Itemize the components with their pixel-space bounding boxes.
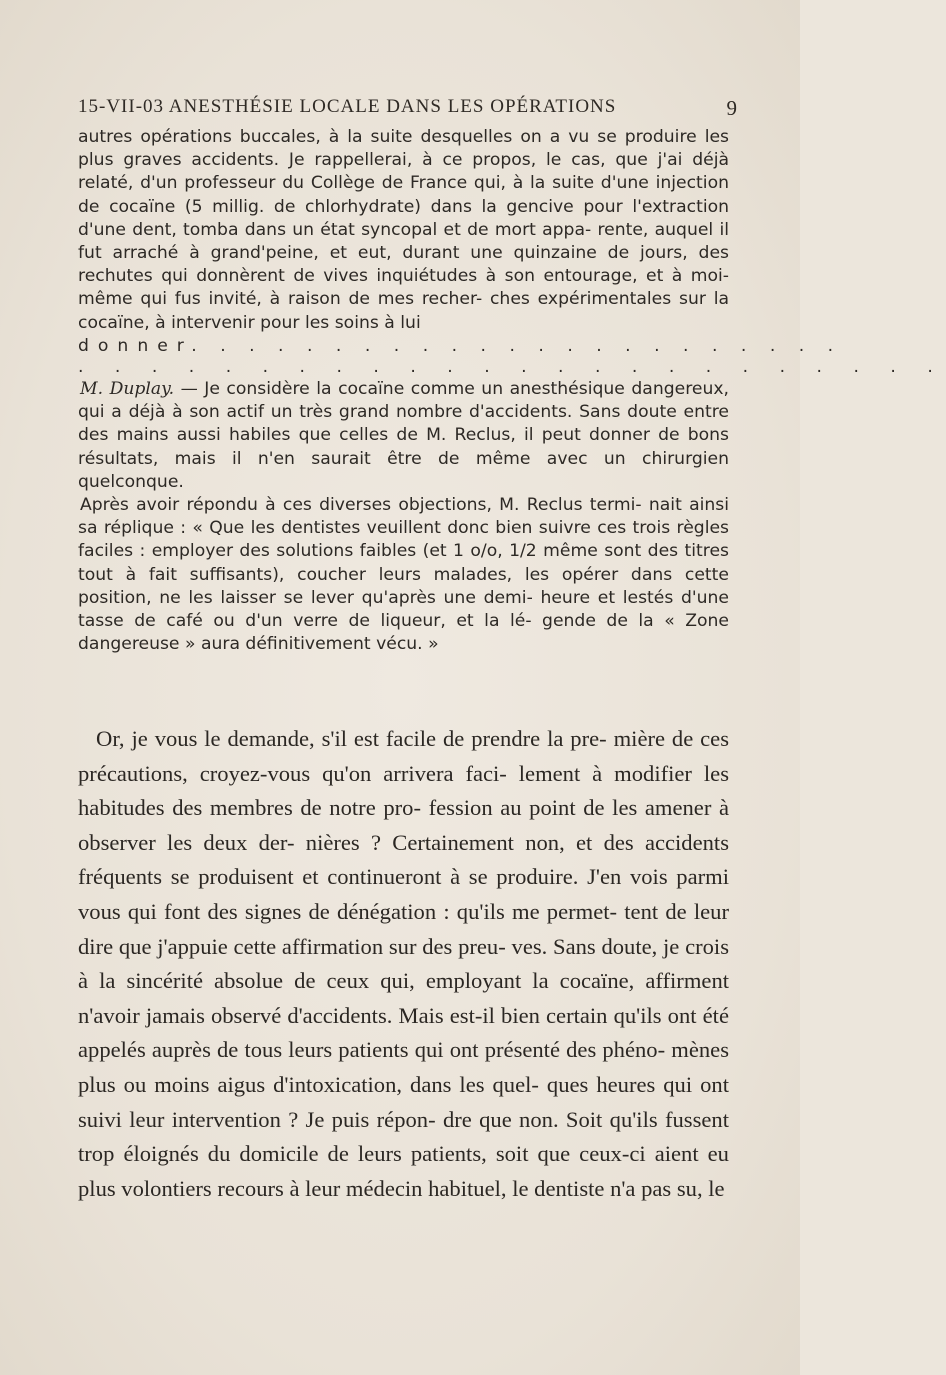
text-line: Or, je vous le demande, s'il est facile de prendre la pre-: [96, 726, 607, 751]
quote-paragraph-1: [78, 126, 729, 335]
dot-leader: . . . . . . . . . . . . . . . . . . . . . . .: [191, 335, 843, 356]
text-line: lement à modifier les habitudes des membres de notre pro-: [78, 760, 729, 821]
text-line: donner: [78, 335, 192, 356]
body-paragraph: [78, 722, 729, 1206]
text-line: autres opérations buccales, à la suite desquelles on a vu se produire: [78, 127, 697, 147]
text-line: vous qui font des signes de dénégation : qu'ils me permet-: [78, 898, 618, 924]
ellipsis-line: [78, 335, 843, 358]
text-line: nait ainsi sa réplique : « Que les dentistes veuillent donc bien suivre: [78, 495, 730, 539]
text-line: d'accidents. Mais est-il bien certain qu'ils ont été appelés: [78, 1002, 729, 1063]
text-line: ques heures qui ont suivi leur intervention ? Je puis répon-: [78, 1071, 729, 1132]
text-line: déjà relaté, d'un professeur du Collège de France qui, à la suite d'une: [78, 150, 729, 194]
text-line: produisent et continueront à se produire. J'en vois parmi: [198, 864, 729, 890]
text-line: employant la cocaïne, affirment n'avoir jamais observé: [78, 968, 730, 1028]
text-line: dangereux, qui a déjà à son actif un très grand nombre d'accidents.: [78, 379, 730, 423]
text-line: mènes plus ou moins aigus d'intoxication, dans les quel-: [78, 1037, 729, 1097]
text-line: nières ? Certainement non, et des accidents fréquents se: [78, 829, 730, 890]
text-line: injection de cocaïne (5 millig. de chlorhydrate) dans la gencive pour: [78, 173, 729, 217]
text-line: à son entourage, et à moi-même qui fus invité, à raison de mes recher-: [78, 266, 729, 310]
running-header: [78, 96, 738, 126]
text-line: peut donner de bons résultats, mais il n'en saurait être de même avec: [78, 425, 730, 469]
text-line: heure et lestés d'une tasse de café ou d'un verre de liqueur, et la lé-: [78, 587, 729, 632]
text-line: tent de leur dire que j'appuie cette affirmation sur des preu-: [78, 898, 729, 959]
text-line: — Je considère la cocaïne comme un anesthésique: [174, 379, 625, 400]
text-line: auprès de tous leurs patients qui ont présenté des phéno-: [151, 1037, 666, 1063]
quote-paragraph-2: [78, 378, 729, 494]
running-title: 15-VII-03 ANESTHÉSIE LOCALE DANS LES OPÉRATIONS: [78, 96, 617, 117]
text-line: même sont des titres tout à fait suffisants), coucher leurs malades, les: [78, 541, 729, 585]
text-line: leurs patients, soit que ceux-ci aient eu plus volontiers: [78, 1141, 729, 1201]
text-line: ces trois règles faciles : employer des solutions faibles (et 1 o/o, 1/2: [78, 518, 729, 562]
text-line: les plus graves accidents. Je rappellerai, à ce propos, le cas, que j'ai: [78, 127, 730, 171]
page-number: 9: [726, 96, 738, 120]
main-text: [78, 722, 729, 1206]
speaker-name: M. Duplay.: [80, 379, 175, 400]
text-line: recours à leur médecin habituel, le dentiste n'a pas su, le: [217, 1175, 725, 1201]
text-line: l'extraction d'une dent, tomba dans un état syncopal et de mort appa-: [78, 196, 729, 240]
quoted-discussion: [78, 126, 946, 656]
text-line: dre que non. Soit qu'ils fussent trop éloignés du domicile de: [78, 1106, 729, 1167]
text-line: ches expérimentales sur la cocaïne, à intervenir pour les soins à lui: [78, 289, 729, 333]
text-line: ves. Sans doute, je crois à la sincérité absolue de ceux qui,: [78, 933, 729, 994]
text-line: fession au point de les amener à observer les deux der-: [78, 795, 729, 855]
text-line: opérer dans cette position, ne les laisser se lever qu'après une demi-: [78, 564, 729, 608]
dot-separator: . . . . . . . . . . . . . . . . . . . . . . . .: [78, 357, 946, 378]
text-line: quinzaine de jours, des rechutes qui donnèrent de vives inquiétudes: [78, 243, 729, 287]
quote-paragraph-3: [78, 494, 729, 656]
text-line: Après avoir répondu à ces diverses objections, M. Reclus termi-: [80, 495, 642, 516]
text-line: Sans doute entre des mains aussi habiles que celles de M. Reclus, il: [78, 402, 729, 446]
text-line: un chirurgien quelconque.: [78, 448, 729, 492]
text-line: gende de la « Zone dangereuse » aura définitivement vécu. »: [78, 611, 730, 655]
text-line: rente, auquel il fut arraché à grand'peine, et eut, durant une: [78, 219, 729, 264]
text-line: mière de ces précautions, croyez-vous qu'on arrivera faci-: [78, 726, 730, 786]
